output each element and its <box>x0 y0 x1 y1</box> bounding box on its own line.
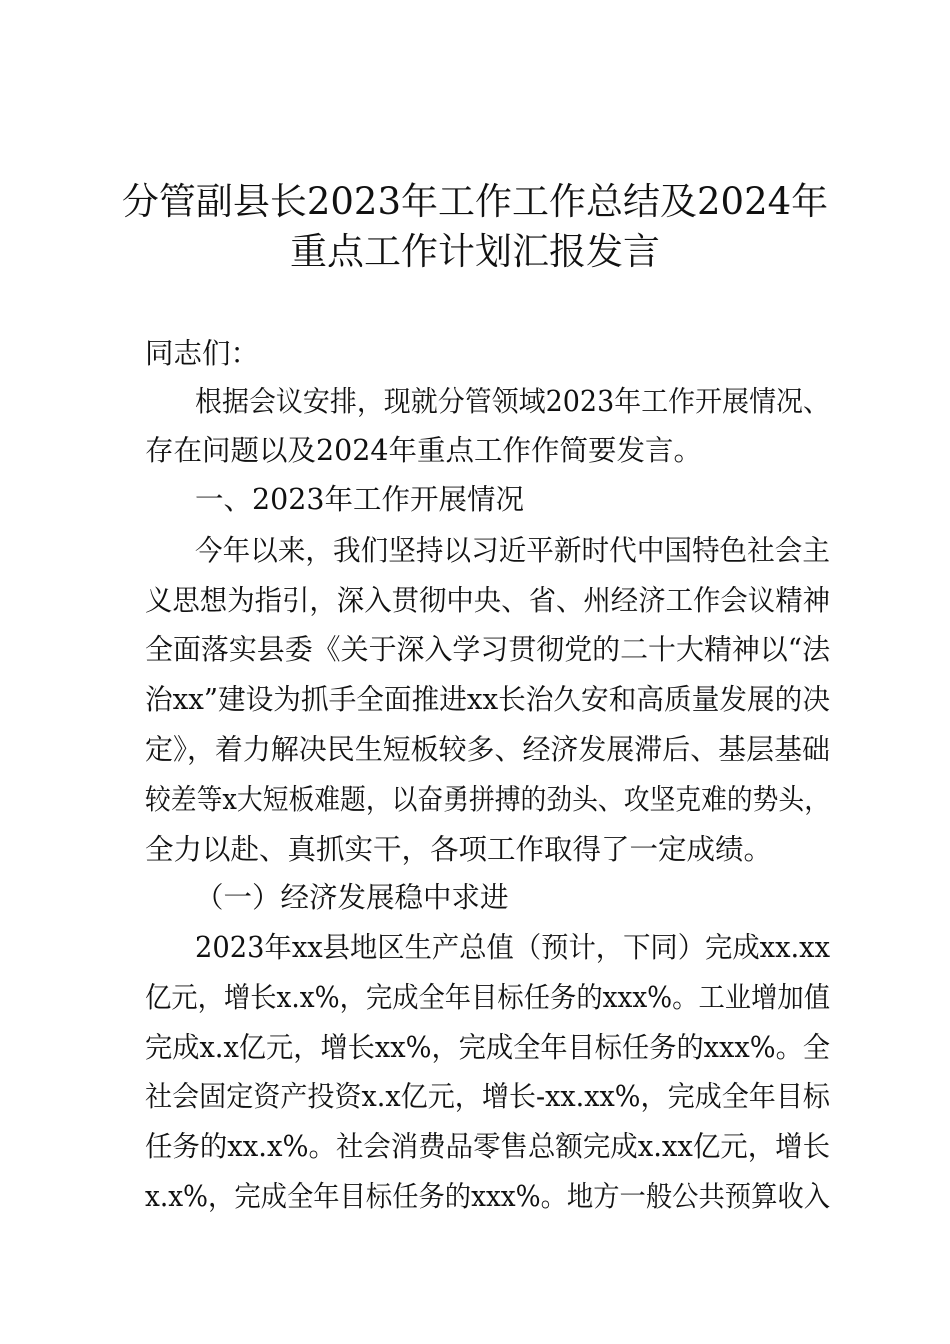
paragraph-2-line-4: 社会固定资产投资x.x亿元，增长-xx.xx%，完成全年目标 <box>145 1080 831 1113</box>
paragraph-2-line-3: 完成x.x亿元，增长xx%，完成全年目标任务的xxx%。全 <box>145 1031 831 1064</box>
paragraph-1-line-4: 治xx”建设为抓手全面推进xx长治久安和高质量发展的决 <box>145 683 830 716</box>
section-heading-1: 一、2023年工作开展情况 <box>195 483 525 516</box>
paragraph-1-line-1: 今年以来，我们坚持以习近平新时代中国特色社会主 <box>195 534 830 567</box>
intro-line-1: 根据会议安排，现就分管领域2023年工作开展情况、 <box>195 385 831 418</box>
paragraph-1-line-5: 定》，着力解决民生短板较多、经济发展滞后、基层基础 <box>145 733 830 766</box>
intro-line-2: 存在问题以及2024年重点工作作简要发言。 <box>145 434 703 467</box>
paragraph-1-line-6: 较差等x大短板难题，以奋勇拼搏的劲头、攻坚克难的势头， <box>145 783 831 816</box>
paragraph-2-line-1: 2023年xx县地区生产总值（预计，下同）完成xx.xx <box>195 931 830 964</box>
subheading-1: （一）经济发展稳中求进 <box>195 881 509 914</box>
paragraph-2-line-2: 亿元，增长x.x%，完成全年目标任务的xxx%。工业增加值 <box>145 981 831 1014</box>
salutation: 同志们： <box>145 337 260 370</box>
paragraph-1-line-2: 义思想为指引，深入贯彻中央、省、州经济工作会议精神 <box>145 584 831 617</box>
document-title-line-1: 分管副县长2023年工作工作总结及2024年 <box>121 180 829 223</box>
paragraph-2-line-5: 任务的xx.x%。社会消费品零售总额完成x.xx亿元，增长 <box>145 1130 831 1163</box>
document-title-line-2: 重点工作计划汇报发言 <box>290 230 660 273</box>
paragraph-1-line-3: 全面落实县委《关于深入学习贯彻党的二十大精神以“法 <box>145 633 831 666</box>
paragraph-2-line-6: x.x%，完成全年目标任务的xxx%。地方一般公共预算收入 <box>145 1180 831 1213</box>
paragraph-1-line-7: 全力以赴、真抓实干，各项工作取得了一定成绩。 <box>145 833 773 866</box>
